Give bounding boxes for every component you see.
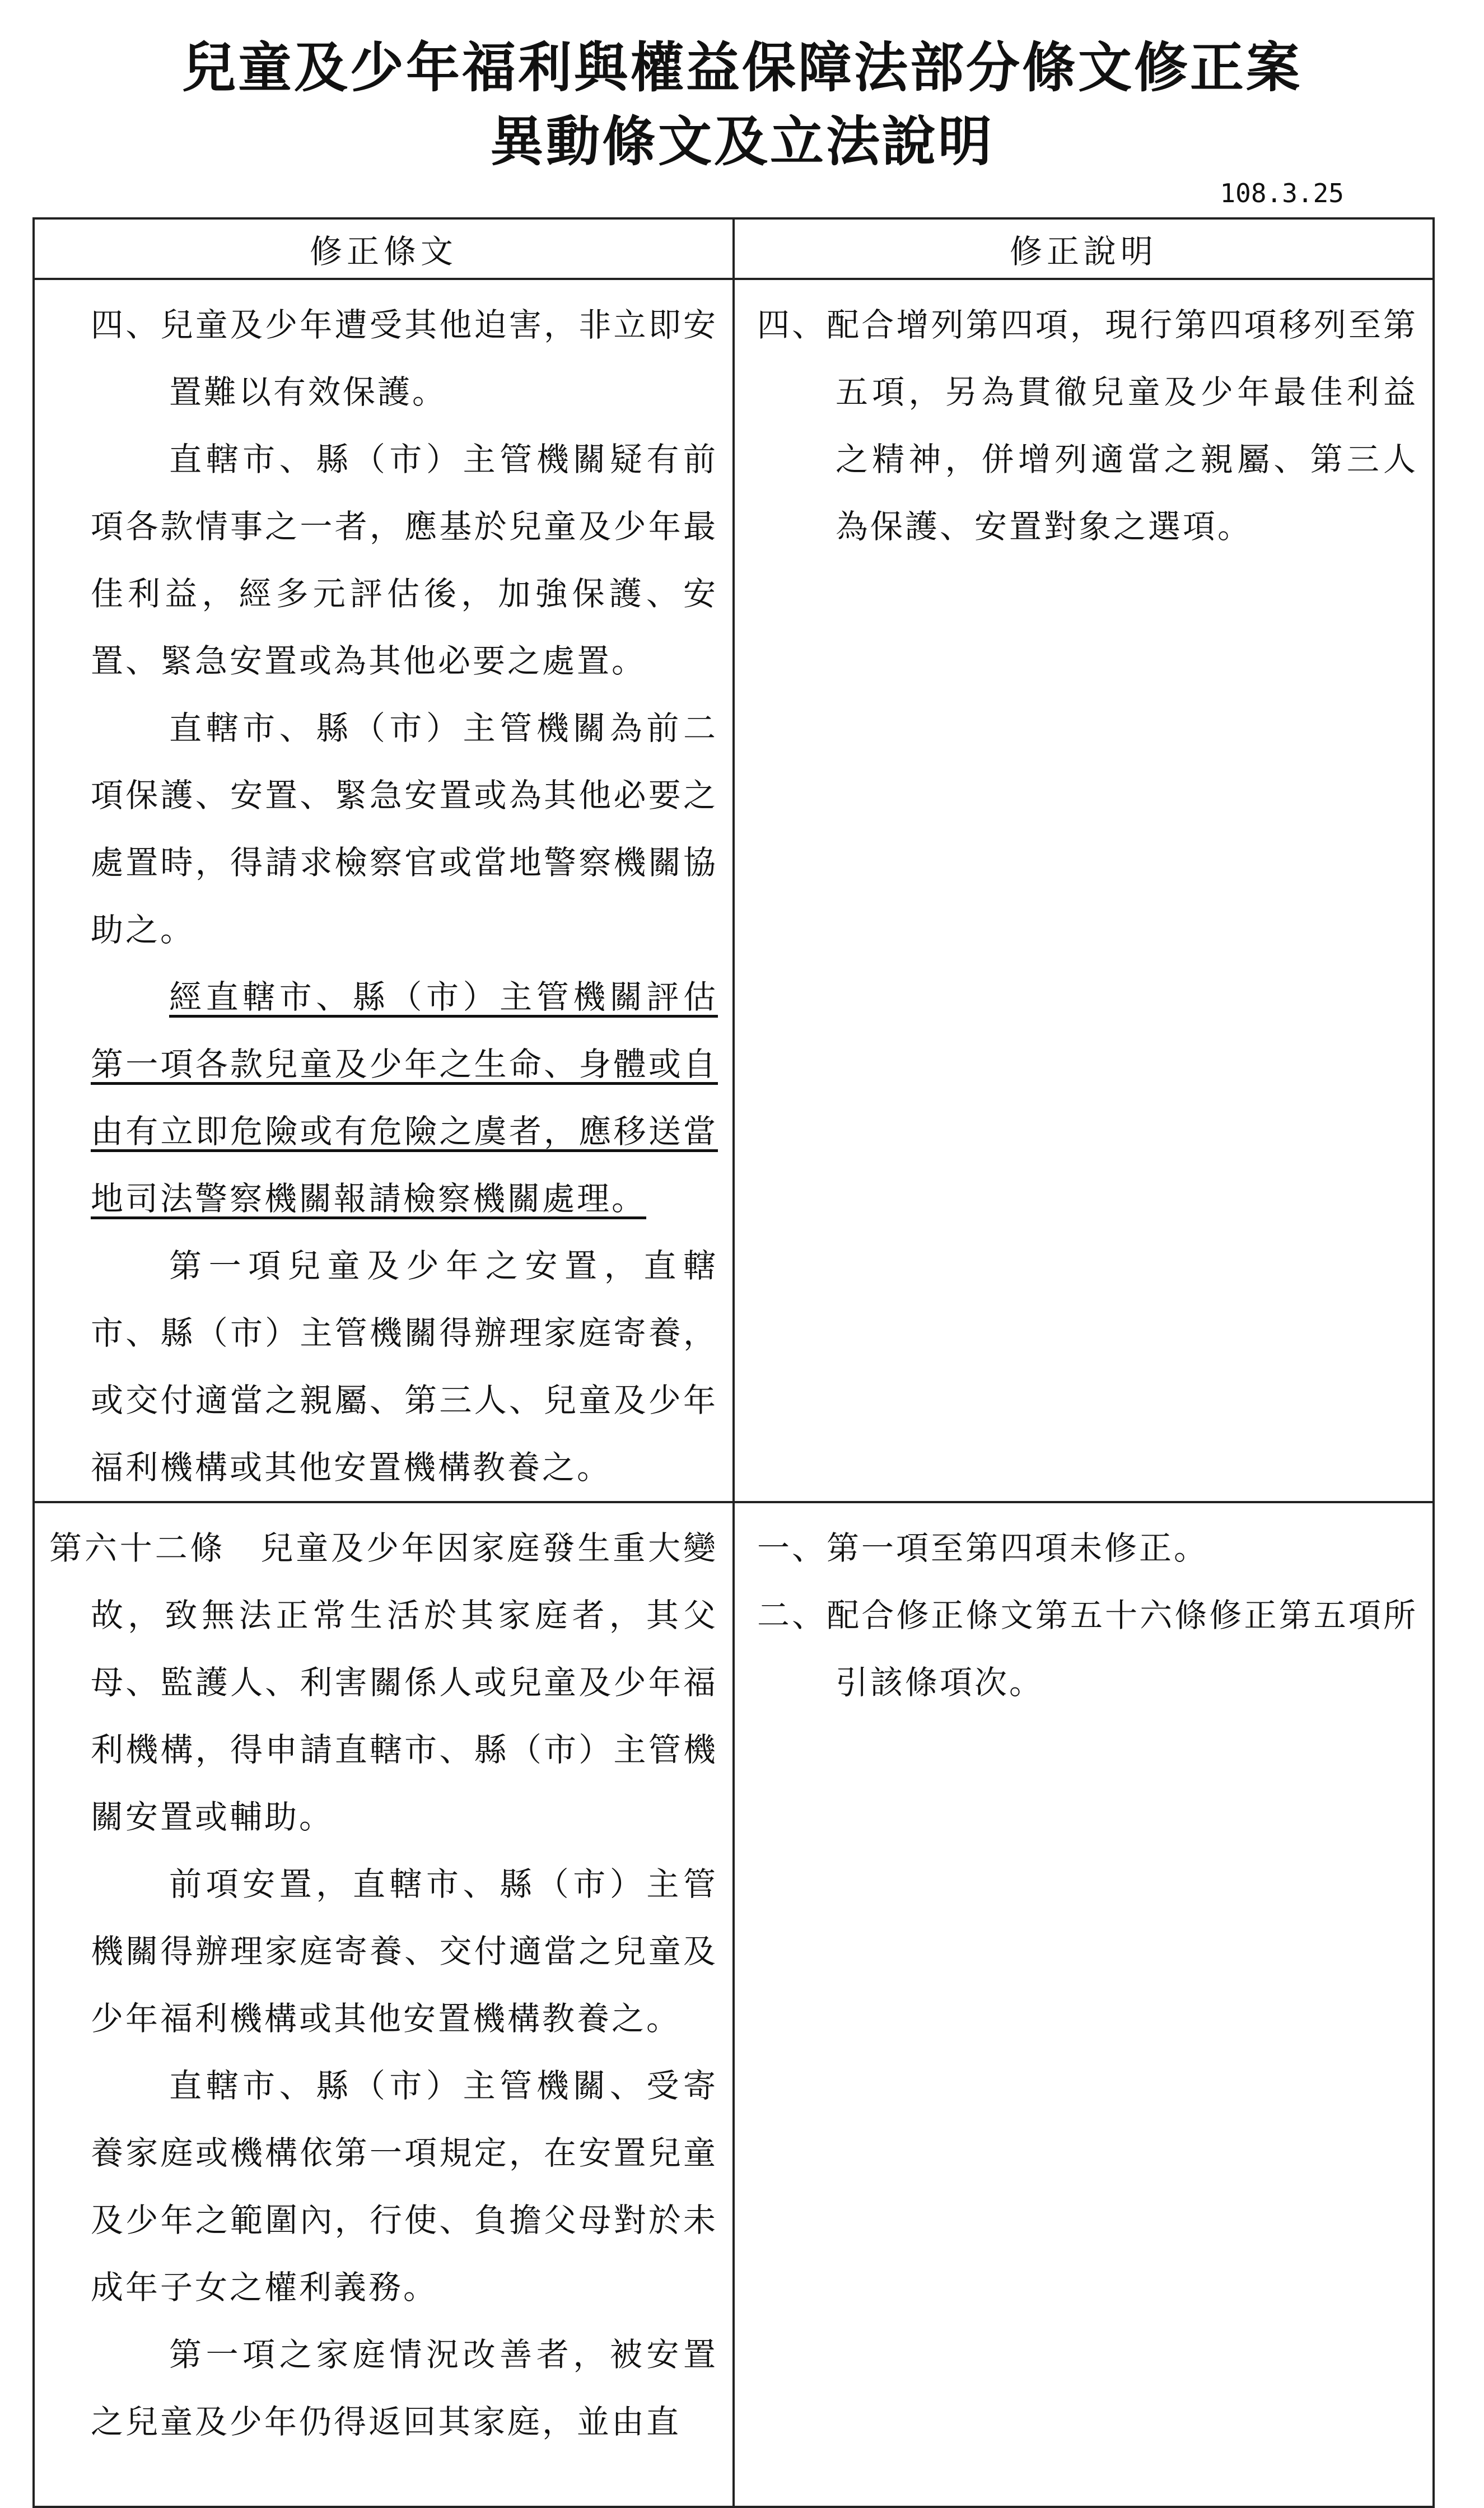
paragraph: 第一項兒童及少年之安置，直轄市、縣（市）主管機關得辦理家庭寄養，或交付適當之親屬、第三人、兒童及少年福利機構或其他安置機構教養之。 — [91, 1247, 718, 1486]
explanation-cell — [734, 279, 1434, 1502]
header-explanation: 修正說明 — [734, 218, 1434, 279]
paragraph: 直轄市、縣（市）主管機關疑有前項各款情事之一者，應基於兒童及少年最佳利益，經多元評估後，加強保護、安置、緊急安置或為其他必要之處置。 — [91, 440, 718, 680]
table-row — [34, 279, 1434, 1502]
amended-article-cell — [34, 279, 734, 1502]
explanation-item: 二、配合修正條文第五十六條修正第五項所引該條項次。 — [757, 1596, 1418, 1701]
amendment-table — [32, 217, 1435, 2508]
paragraph: 直轄市、縣（市）主管機關、受寄養家庭或機構依第一項規定，在安置兒童及少年之範圍內，行使、負擔父母對於未成年子女之權利義務。 — [91, 2067, 718, 2306]
explanation-item: 四、配合增列第四項，現行第四項移列至第五項，另為貫徹兒童及少年最佳利益之精神，併增列適當之親屬、第三人為保護、安置對象之選項。 — [757, 306, 1418, 546]
document-date: 108.3.25 — [1220, 178, 1344, 208]
paragraph: 第一項之家庭情況改善者，被安置之兒童及少年仍得返回其家庭，並由直 — [91, 2335, 718, 2441]
paragraph: 直轄市、縣（市）主管機關為前二項保護、安置、緊急安置或為其他必要之處置時，得請求檢察官或當地警察機關協助之。 — [91, 709, 718, 949]
document-subtitle: 異動條文及立法說明 — [490, 110, 994, 173]
header-amended-articles: 修正條文 — [34, 218, 734, 279]
paragraph: 第六十二條 兒童及少年因家庭發生重大變故，致無法正常生活於其家庭者，其父母、監護人、利害關係人或兒童及少年福利機構，得申請直轄市、縣（市）主管機關安置或輔助。 — [49, 1529, 718, 1836]
table-row — [34, 1502, 1434, 2507]
paragraph: 前項安置，直轄市、縣（市）主管機關得辦理家庭寄養、交付適當之兒童及少年福利機構或其他安置機構教養之。 — [91, 1865, 718, 2038]
paragraph: 四、兒童及少年遭受其他迫害，非立即安置難以有效保護。 — [91, 306, 718, 411]
amended-article-cell — [34, 1502, 734, 2507]
paragraph-new-provision: 經直轄市、縣（市）主管機關評估第一項各款兒童及少年之生命、身體或自由有立即危險或有危險之虞者，應移送當地司法警察機關報請檢察機關處理。 — [91, 978, 718, 1218]
explanation-item: 一、第一項至第四項未修正。 — [757, 1529, 1209, 1567]
explanation-cell — [734, 1502, 1434, 2507]
document-title: 兒童及少年福利與權益保障法部分條文修正案 — [182, 36, 1302, 99]
table-header-row — [34, 218, 1434, 279]
